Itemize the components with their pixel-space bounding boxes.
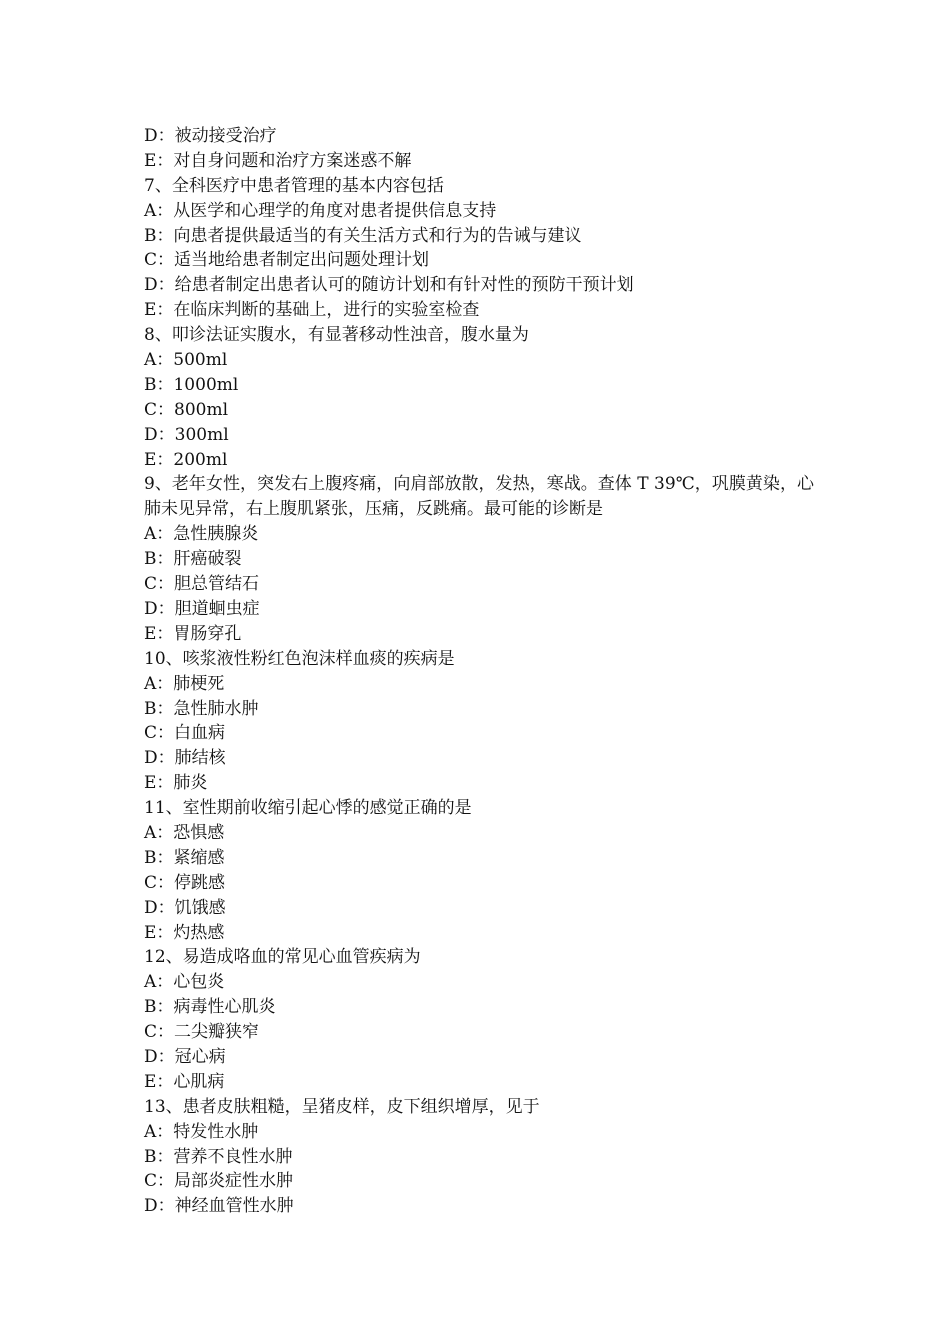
question-7: 7、全科医疗中患者管理的基本内容包括 xyxy=(144,175,444,196)
option-d: D：肺结核 xyxy=(144,748,226,769)
option-a: A：恐惧感 xyxy=(144,822,225,843)
option-e: E：心肌病 xyxy=(144,1071,225,1092)
document-page xyxy=(144,124,814,1219)
option-a: A：肺梗死 xyxy=(144,673,225,694)
question-12: 12、易造成咯血的常见心血管疾病为 xyxy=(144,947,421,968)
option-e: E：对自身问题和治疗方案迷惑不解 xyxy=(144,150,412,171)
option-c: C：白血病 xyxy=(144,723,226,744)
option-c: C：胆总管结石 xyxy=(144,574,260,595)
option-e: E：肺炎 xyxy=(144,773,208,794)
option-e: E：胃肠穿孔 xyxy=(144,623,242,644)
option-b: B：病毒性心肌炎 xyxy=(144,997,276,1018)
option-c: C：局部炎症性水肿 xyxy=(144,1171,294,1192)
option-d: D：饥饿感 xyxy=(144,897,226,918)
option-b: B：肝癌破裂 xyxy=(144,549,242,570)
option-c: C：适当地给患者制定出问题处理计划 xyxy=(144,250,430,271)
option-c: C：800ml xyxy=(144,399,229,420)
option-b: B：紧缩感 xyxy=(144,847,225,868)
option-e: E：在临床判断的基础上，进行的实验室检查 xyxy=(144,300,480,321)
question-9: 9、老年女性，突发右上腹疼痛，向肩部放散，发热，寒战。查体 T 39℃，巩膜黄染，心肺未见异常，右上腹肌紧张，压痛，反跳痛。最可能的诊断是 xyxy=(144,474,814,520)
option-d: D：被动接受治疗 xyxy=(144,126,277,146)
option-a: A：特发性水肿 xyxy=(144,1121,259,1142)
option-a: A：急性胰腺炎 xyxy=(144,524,259,545)
option-b: B：营养不良性水肿 xyxy=(144,1146,293,1167)
question-11: 11、室性期前收缩引起心悸的感觉正确的是 xyxy=(144,798,472,819)
option-e: E：200ml xyxy=(144,449,228,470)
option-a: A：心包炎 xyxy=(144,972,225,993)
option-c: C：二尖瓣狭窄 xyxy=(144,1022,260,1043)
option-d: D：300ml xyxy=(144,424,229,445)
question-10: 10、咳浆液性粉红色泡沫样血痰的疾病是 xyxy=(144,648,455,669)
option-a: A：500ml xyxy=(144,350,228,371)
option-d: D：胆道蛔虫症 xyxy=(144,598,260,619)
option-b: B：急性肺水肿 xyxy=(144,698,259,719)
option-d: D：冠心病 xyxy=(144,1046,226,1067)
option-c: C：停跳感 xyxy=(144,872,226,893)
option-b: B：1000ml xyxy=(144,374,239,395)
option-a: A：从医学和心理学的角度对患者提供信息支持 xyxy=(144,200,497,221)
option-d: D：神经血管性水肿 xyxy=(144,1196,294,1217)
option-e: E：灼热感 xyxy=(144,922,225,943)
question-8: 8、叩诊法证实腹水，有显著移动性浊音，腹水量为 xyxy=(144,325,529,346)
question-13: 13、患者皮肤粗糙，呈猪皮样，皮下组织增厚，见于 xyxy=(144,1096,540,1117)
option-b: B：向患者提供最适当的有关生活方式和行为的告诫与建议 xyxy=(144,225,582,246)
option-d: D：给患者制定出患者认可的随访计划和有针对性的预防干预计划 xyxy=(144,275,634,296)
